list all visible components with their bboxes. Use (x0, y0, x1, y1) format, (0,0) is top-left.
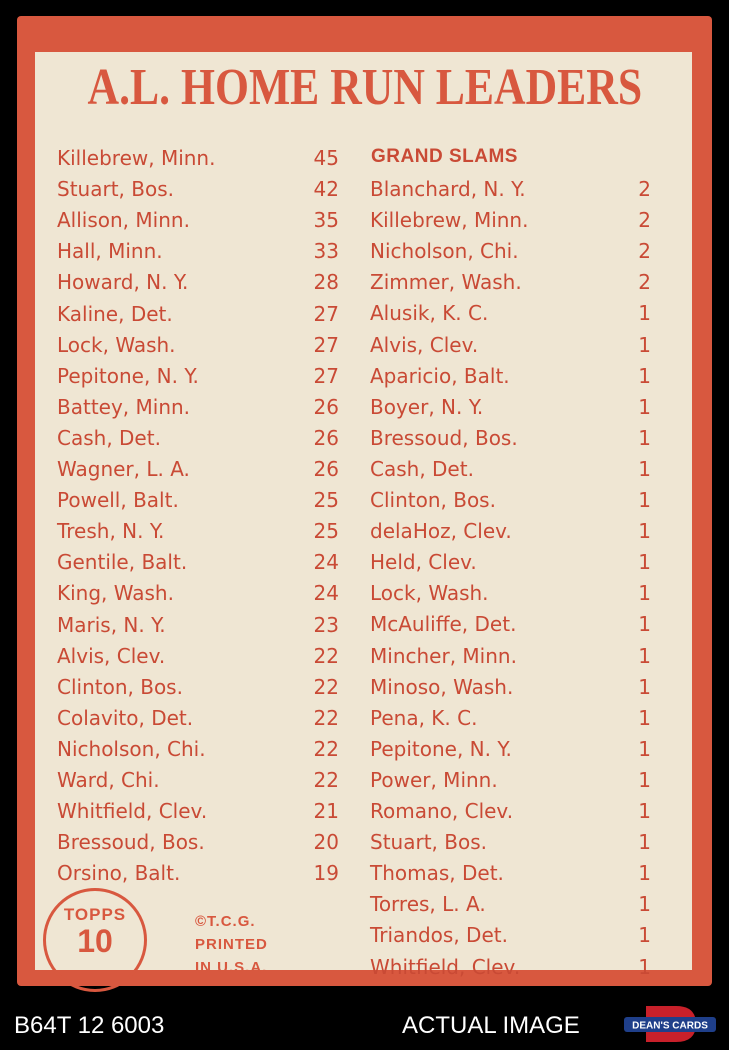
home-run-player-value: 42 (313, 177, 339, 202)
grand-slam-player-name: Alvis, Clev. (370, 332, 479, 357)
grand-slam-player-value: 1 (638, 363, 651, 388)
home-run-player-value: 45 (313, 146, 339, 170)
grand-slam-player-value: 1 (638, 830, 651, 855)
home-run-player-value: 27 (313, 332, 339, 357)
grand-slam-player-name: Nicholson, Chi. (370, 239, 519, 264)
copyright-line: IN U.S.A. (195, 959, 268, 976)
home-run-player-name: Wagner, L. A. (57, 457, 190, 481)
grand-slam-player-value: 1 (638, 394, 651, 419)
home-run-player-value: 21 (313, 799, 339, 824)
grand-slam-player-value: 1 (638, 736, 651, 761)
home-run-player-name: Lock, Wash. (57, 332, 176, 357)
grand-slam-player-value: 1 (638, 550, 651, 575)
home-run-player-value: 20 (313, 830, 339, 855)
topps-logo (43, 888, 147, 992)
grand-slam-player-value: 1 (638, 923, 651, 948)
copyright-line: PRINTED (195, 936, 268, 953)
grand-slam-player-name: Held, Clev. (370, 550, 477, 575)
grand-slam-player-value: 1 (638, 861, 651, 886)
grand-slam-player-name: Aparicio, Balt. (370, 363, 510, 388)
grand-slam-player-name: Whitfield, Clev. (370, 954, 521, 979)
grand-slam-player-value: 1 (638, 892, 651, 917)
topps-logo-brand: TOPPS (63, 905, 127, 924)
copyright-notice (195, 910, 268, 979)
grand-slam-player-value: 1 (638, 301, 651, 326)
grand-slam-player-value: 1 (638, 954, 651, 979)
grand-slams-heading: GRAND SLAMS (371, 146, 518, 167)
grand-slam-player-name: Killebrew, Minn. (370, 208, 529, 233)
grand-slam-player-value: 1 (638, 425, 651, 450)
grand-slam-player-name: Romano, Clev. (370, 799, 514, 823)
home-run-player-value: 23 (313, 612, 339, 637)
home-run-player-value: 22 (313, 768, 339, 792)
grand-slam-player-name: Torres, L. A. (370, 892, 486, 917)
grand-slam-player-value: 1 (638, 519, 651, 544)
grand-slam-player-value: 1 (638, 488, 651, 512)
grand-slam-player-value: 1 (638, 612, 651, 637)
home-run-player-name: Colavito, Det. (57, 705, 194, 730)
home-run-player-name: Cash, Det. (57, 425, 161, 450)
grand-slam-player-name: Pena, K. C. (370, 705, 478, 730)
home-run-player-value: 22 (313, 736, 339, 761)
home-run-player-value: 19 (313, 861, 339, 886)
grand-slam-player-name: Minoso, Wash. (370, 674, 514, 699)
home-run-player-value: 35 (313, 208, 339, 233)
home-run-player-name: Orsino, Balt. (57, 861, 181, 886)
home-run-player-name: Nicholson, Chi. (57, 736, 206, 761)
grand-slam-player-name: Pepitone, N. Y. (370, 736, 512, 761)
deans-cards-text: DEAN'S CARDS (632, 1020, 708, 1032)
grand-slam-player-name: Thomas, Det. (370, 861, 504, 886)
home-run-player-value: 24 (313, 550, 339, 575)
home-run-player-name: Alvis, Clev. (57, 643, 166, 668)
home-run-player-name: Hall, Minn. (57, 239, 163, 264)
home-run-player-value: 26 (313, 457, 339, 481)
grand-slam-player-name: Mincher, Minn. (370, 643, 517, 668)
grand-slam-player-name: Boyer, N. Y. (370, 394, 484, 419)
grand-slam-player-value: 2 (638, 239, 651, 264)
home-run-player-value: 26 (313, 425, 339, 450)
home-run-player-value: 27 (313, 363, 339, 388)
grand-slam-player-name: Clinton, Bos. (370, 488, 496, 512)
deans-cards-logo (624, 1004, 716, 1044)
grand-slam-player-value: 1 (638, 456, 651, 481)
home-run-player-name: Whitfield, Clev. (57, 799, 208, 824)
home-run-player-name: Battey, Minn. (57, 394, 191, 419)
grand-slam-player-name: Triandos, Det. (370, 923, 508, 948)
home-run-player-value: 28 (313, 270, 339, 295)
grand-slam-player-value: 1 (638, 581, 651, 606)
grand-slam-player-name: delaHoz, Clev. (370, 519, 512, 544)
grand-slam-player-value: 2 (638, 177, 651, 201)
home-run-player-name: King, Wash. (57, 581, 174, 606)
home-run-player-value: 25 (313, 519, 339, 544)
grand-slam-player-name: Bressoud, Bos. (370, 425, 518, 450)
home-run-player-name: Howard, N. Y. (57, 270, 189, 295)
home-run-player-name: Clinton, Bos. (57, 674, 183, 699)
home-run-player-value: 22 (313, 674, 339, 699)
home-run-player-name: Tresh, N. Y. (57, 519, 165, 544)
copyright-line: ©T.C.G. (195, 913, 256, 930)
grand-slam-player-name: Blanchard, N. Y. (370, 177, 526, 201)
cert-number: B64T 12 6003 (14, 1012, 165, 1039)
grand-slam-player-value: 1 (638, 705, 651, 730)
grand-slam-player-value: 1 (638, 767, 651, 792)
topps-logo-number: 10 (77, 923, 113, 959)
home-run-player-value: 33 (313, 239, 339, 264)
grand-slam-player-name: Alusik, K. C. (370, 301, 489, 326)
card-back (17, 16, 712, 986)
actual-image-label: ACTUAL IMAGE (402, 1012, 580, 1039)
grand-slam-player-value: 1 (638, 799, 651, 823)
home-run-player-name: Stuart, Bos. (57, 177, 174, 202)
grand-slam-player-value: 2 (638, 270, 651, 295)
home-run-player-name: Maris, N. Y. (57, 612, 166, 637)
grand-slam-player-name: Cash, Det. (370, 456, 474, 481)
home-run-player-name: Ward, Chi. (57, 768, 160, 792)
grand-slam-player-value: 1 (638, 674, 651, 699)
grand-slam-player-name: Zimmer, Wash. (370, 270, 522, 295)
home-run-player-name: Kaline, Det. (57, 301, 173, 326)
home-run-player-value: 25 (313, 488, 339, 513)
card-inner-panel (35, 52, 692, 979)
home-run-player-value: 27 (313, 301, 339, 326)
home-run-player-name: Killebrew, Minn. (57, 146, 216, 170)
card-title: A.L. HOME RUN LEADERS (87, 59, 643, 116)
home-run-player-name: Gentile, Balt. (57, 550, 188, 575)
grand-slam-player-value: 1 (638, 643, 651, 668)
grand-slam-player-name: Power, Minn. (370, 767, 498, 792)
home-run-player-name: Powell, Balt. (57, 488, 179, 513)
grand-slam-player-value: 2 (638, 208, 651, 233)
home-run-player-value: 26 (313, 394, 339, 419)
grand-slam-player-name: Stuart, Bos. (370, 830, 487, 855)
home-run-player-value: 22 (313, 643, 339, 668)
home-run-player-name: Bressoud, Bos. (57, 830, 205, 855)
grand-slam-player-name: Lock, Wash. (370, 581, 489, 606)
home-run-player-value: 22 (313, 705, 339, 730)
home-run-player-name: Pepitone, N. Y. (57, 363, 199, 388)
grand-slam-player-name: McAuliffe, Det. (370, 612, 517, 637)
grand-slam-player-value: 1 (638, 332, 651, 357)
home-run-player-name: Allison, Minn. (57, 208, 190, 233)
home-run-player-value: 24 (313, 581, 339, 606)
